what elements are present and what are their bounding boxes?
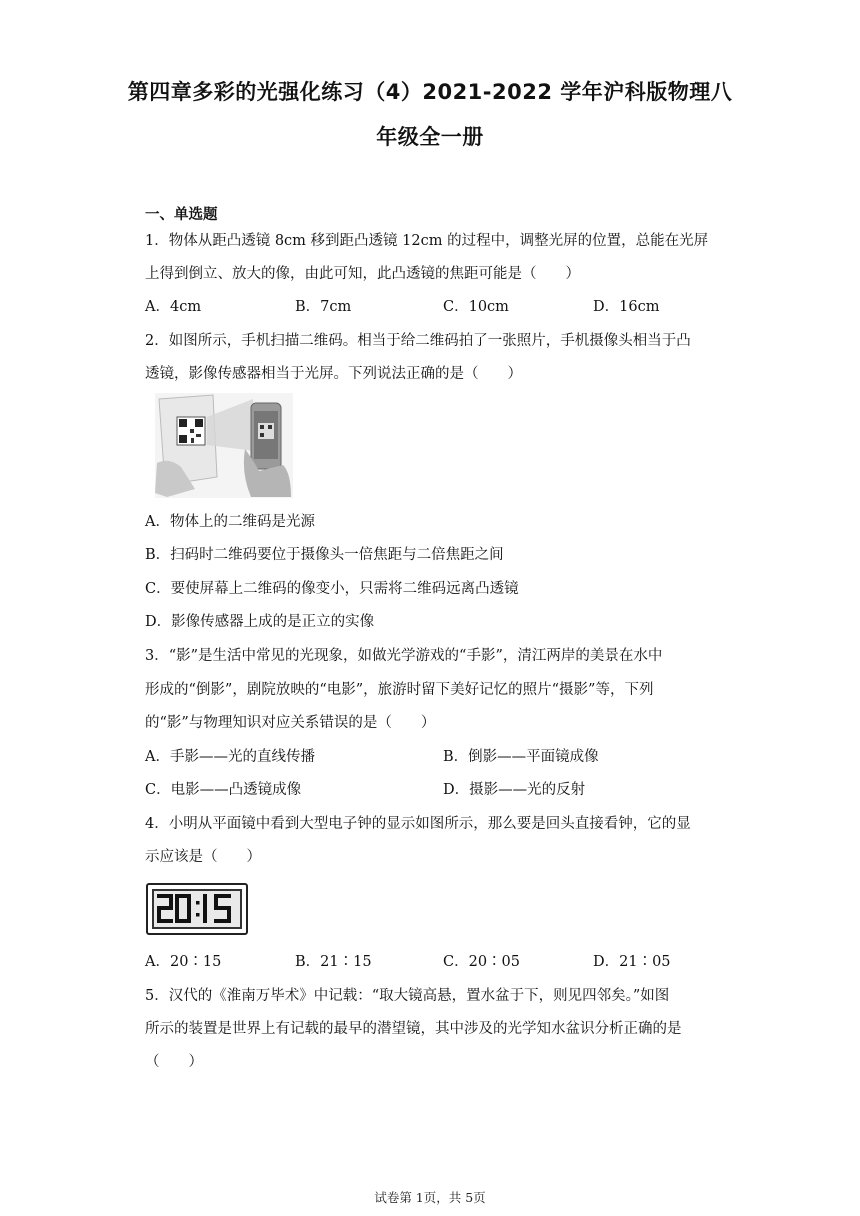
question-3-line3: 的“影”与物理知识对应关系错误的是（ ） bbox=[145, 715, 436, 731]
question-3-line2: 形成的“倒影”，剧院放映的“电影”，旅游时留下美好记忆的照片“摄影”等，下列 bbox=[145, 682, 654, 698]
digital-clock-figure bbox=[146, 883, 248, 935]
question-1-option-b: B．7cm bbox=[295, 299, 352, 315]
question-2-option-a: A．物体上的二维码是光源 bbox=[145, 514, 315, 530]
question-4-option-c: C．20∶05 bbox=[443, 954, 520, 970]
question-1-option-c: C．10cm bbox=[443, 299, 509, 315]
question-1-line2: 上得到倒立、放大的像，由此可知，此凸透镜的焦距可能是（ ） bbox=[145, 266, 580, 282]
question-4-line1: 4．小明从平面镜中看到大型电子钟的显示如图所示，那么要是回头直接看钟，它的显 bbox=[145, 816, 691, 832]
question-5-line2: 所示的装置是世界上有记载的最早的潜望镜，其中涉及的光学知水盆识分析正确的是 bbox=[145, 1021, 682, 1037]
question-2-option-b: B．扫码时二维码要位于摄像头一倍焦距与二倍焦距之间 bbox=[145, 547, 504, 563]
page-title-line1: 第四章多彩的光强化练习（4）2021-2022 学年沪科版物理八 bbox=[127, 80, 733, 104]
question-2-option-c: C．要使屏幕上二维码的像变小，只需将二维码远离凸透镜 bbox=[145, 581, 519, 597]
question-1-line1: 1．物体从距凸透镜 8cm 移到距凸透镜 12cm 的过程中，调整光屏的位置，总能在光屏 bbox=[145, 233, 709, 249]
question-1-option-a: A．4cm bbox=[145, 299, 202, 315]
question-3-option-a: A．手影——光的直线传播 bbox=[145, 749, 315, 765]
question-4-option-b: B．21∶15 bbox=[295, 954, 372, 970]
question-3-line1: 3．“影”是生活中常见的光现象，如做光学游戏的“手影”，清江两岸的美景在水中 bbox=[145, 648, 663, 664]
question-5-line1: 5．汉代的《淮南万毕术》中记载：“取大镜高悬，置水盆于下，则见四邻矣。”如图 bbox=[145, 988, 670, 1004]
question-3-option-b: B．倒影——平面镜成像 bbox=[443, 749, 599, 765]
section-heading: 一、单选题 bbox=[145, 207, 218, 223]
question-3-option-c: C．电影——凸透镜成像 bbox=[145, 782, 302, 798]
question-2-line2: 透镜，影像传感器相当于光屏。下列说法正确的是（ ） bbox=[145, 366, 522, 382]
question-1-option-d: D．16cm bbox=[593, 299, 660, 315]
question-4-option-d: D．21∶05 bbox=[593, 954, 671, 970]
clock-display-digits bbox=[154, 891, 240, 927]
question-2-line1: 2．如图所示，手机扫描二维码。相当于给二维码拍了一张照片，手机摄像头相当于凸 bbox=[145, 333, 691, 349]
question-3-option-d: D．摄影——光的反射 bbox=[443, 782, 586, 798]
page-footer: 试卷第 1页，共 5页 bbox=[374, 1190, 486, 1205]
question-2-option-d: D．影像传感器上成的是正立的实像 bbox=[145, 614, 375, 630]
question-5-line3: （ ） bbox=[145, 1054, 203, 1070]
page-title-line2: 年级全一册 bbox=[376, 125, 484, 149]
qr-scan-figure bbox=[155, 393, 293, 498]
question-4-line2: 示应该是（ ） bbox=[145, 849, 261, 865]
question-4-option-a: A．20∶15 bbox=[145, 954, 222, 970]
